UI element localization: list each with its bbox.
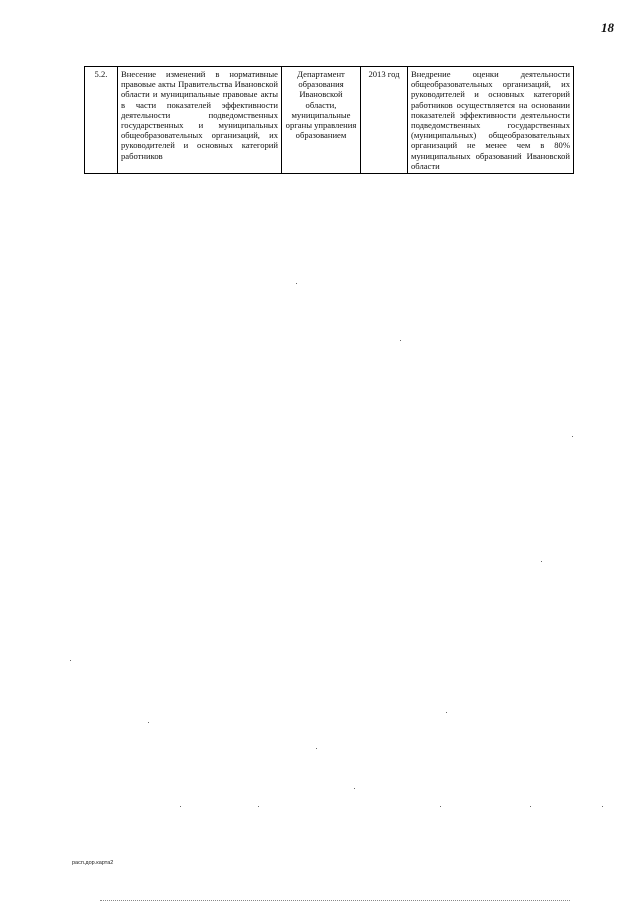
scan-speck [148, 722, 149, 723]
measure-cell: Внесение изменений в нормативные правовые акты Правительства Ивановской области и муниципальные правовые акты в части показателей эффективности деятельности подведомственных государственных и муниципальных общеобразовательных организаций, их руководителей и основных категорий работников [118, 67, 282, 174]
scan-speck [70, 660, 71, 661]
scan-speck [602, 806, 603, 807]
scan-speck [446, 712, 447, 713]
scan-speck [180, 806, 181, 807]
item-number-cell: 5.2. [85, 67, 118, 174]
action-plan-table [84, 66, 574, 174]
scan-speck [354, 788, 355, 789]
result-cell: Внедрение оценки деятельности общеобразовательных организаций, их руководителей и основных категорий работников осуществляется на основании показателей эффективности деятельности подведомственных государственных (муниципальных) общеобразовательных организаций не менее чем в 80% муниципальных образований Ивановской области [408, 67, 574, 174]
scan-speck [400, 340, 401, 341]
page-number: 18 [601, 20, 614, 35]
scan-speck [258, 806, 259, 807]
responsible-cell: Департамент образования Ивановской области, муниципальные органы управления образованием [282, 67, 361, 174]
scan-speck [296, 283, 297, 284]
scan-speck [440, 806, 441, 807]
scan-edge-line [100, 900, 570, 901]
deadline-cell: 2013 год [361, 67, 408, 174]
scan-speck [530, 806, 531, 807]
table-row [85, 67, 574, 174]
scan-speck [541, 561, 542, 562]
scan-speck [572, 436, 573, 437]
scan-speck [316, 748, 317, 749]
footer-file-label: расп.дор.карта2 [72, 860, 114, 866]
